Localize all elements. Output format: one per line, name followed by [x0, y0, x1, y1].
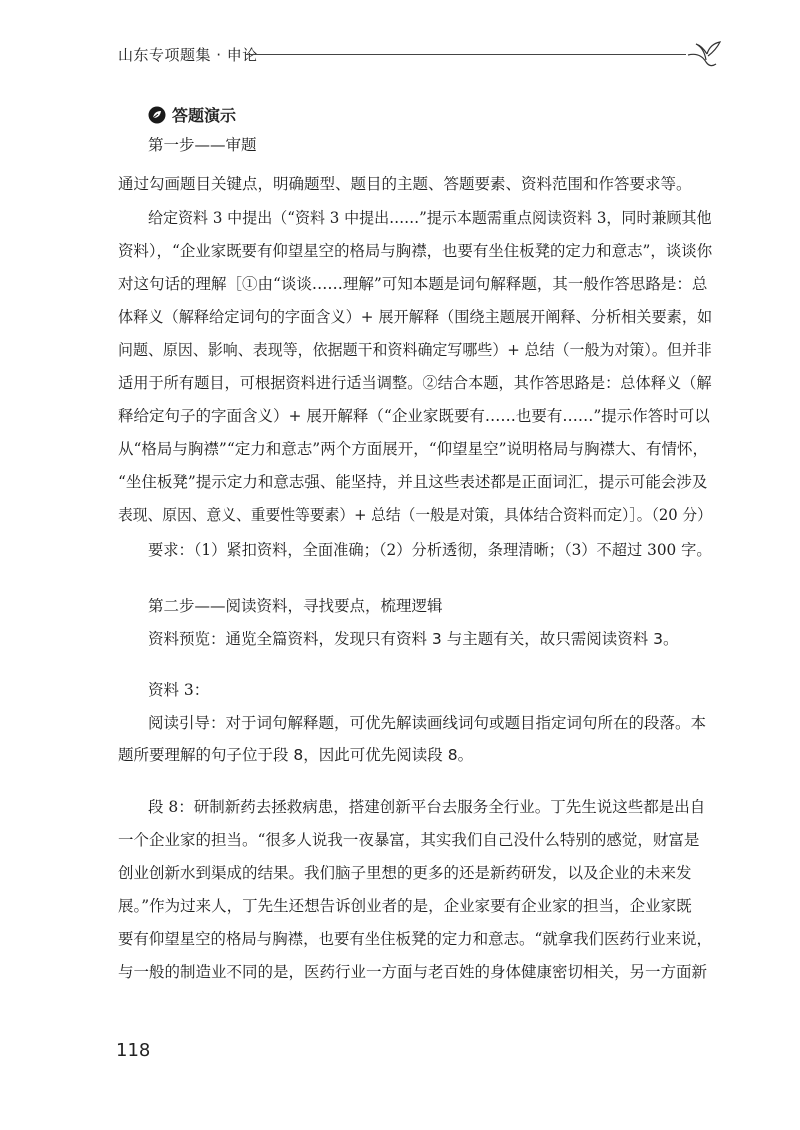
step1-line: “坐住板凳”提示定力和意志强、能坚持，并且这些表述都是正面词汇，提示可能会涉及 — [118, 473, 708, 491]
step1-line: 资料），“企业家既要有仰望星空的格局与胸襟，也要有坐住板凳的定力和意志”，谈谈你 — [118, 242, 713, 260]
running-header — [118, 40, 728, 70]
paragraph-line: 要有仰望星空的格局与胸襟，也要有坐住板凳的定力和意志。“就拿我们医药行业来说， — [118, 930, 712, 948]
material-preview: 资料预览：通览全篇资料，发现只有资料 3 与主题有关，故只需阅读资料 3。 — [148, 630, 679, 648]
step1-line: 问题、原因、影响、表现等，依据题干和资料确定写哪些）+ 总结（一般为对策）。但并非 — [118, 341, 712, 359]
page-number: 118 — [116, 1040, 151, 1061]
step1-intro: 通过勾画题目关键点，明确题型、题目的主题、答题要素、资料范围和作答要求等。 — [118, 175, 692, 193]
paragraph-line: 与一般的制造业不同的是，医药行业一方面与老百姓的身体健康密切相关，另一方面新 — [118, 963, 708, 981]
step1-line: 从“格局与胸襟”“定力和意志”两个方面展开，“仰望星空”说明格局与胸襟大、有情怀， — [118, 440, 709, 458]
sprout-icon — [686, 38, 726, 68]
reading-guide-line: 阅读引导：对于词句解释题，可优先解读画线词句或题目指定词句所在的段落。本 — [148, 714, 707, 732]
step1-line: 给定资料 3 中提出（“资料 3 中提出……”提示本题需重点阅读资料 3，同时兼顾其他 — [148, 209, 712, 227]
step1-line: 对这句话的理解［①由“谈谈……理解”可知本题是词句解释题，其一般作答思路是：总 — [118, 275, 708, 293]
reading-guide-line: 题所要理解的句子位于段 8，因此可优先阅读段 8。 — [118, 746, 474, 764]
step2-heading: 第二步——阅读资料，寻找要点，梳理逻辑 — [148, 597, 443, 615]
section-heading — [148, 103, 236, 126]
paragraph-line: 段 8：研制新药去拯救病患，搭建创新平台去服务全行业。丁先生说这些都是出自 — [148, 798, 706, 816]
header-rule — [246, 54, 686, 55]
leaf-badge-icon — [148, 106, 166, 124]
step1-heading: 第一步——审题 — [148, 136, 257, 154]
material-label: 资料 3： — [148, 681, 210, 699]
step1-requirement: 要求：（1）紧扣资料，全面准确；（2）分析透彻，条理清晰；（3）不超过 300 字。 — [148, 541, 712, 559]
step1-line: 适用于所有题目，可根据资料进行适当调整。②结合本题，其作答思路是：总体释义（解 — [118, 374, 712, 392]
paragraph-line: 一个企业家的担当。“很多人说我一夜暴富，其实我们自己没什么特别的感觉，财富是 — [118, 831, 700, 849]
step1-line: 释给定句子的字面含义）+ 展开解释（“企业家既要有……也要有……”提示作答时可以 — [118, 407, 710, 425]
header-title: 山东专项题集 · 申论 — [118, 46, 258, 64]
paragraph-line: 创业创新水到渠成的结果。我们脑子里想的更多的还是新药研发，以及企业的未来发 — [118, 864, 692, 882]
step1-line: 表现、原因、意义、重要性等要素）+ 总结（一般是对策，具体结合资料而定）］。（20 分） — [118, 506, 712, 524]
paragraph-line: 展。”作为过来人，丁先生还想告诉创业者的是，企业家要有企业家的担当，企业家既 — [118, 897, 692, 915]
section-title: 答题演示 — [172, 106, 237, 125]
step1-line: 体释义（解释给定词句的字面含义）+ 展开解释（围绕主题展开阐释、分析相关要素，如 — [118, 308, 713, 326]
